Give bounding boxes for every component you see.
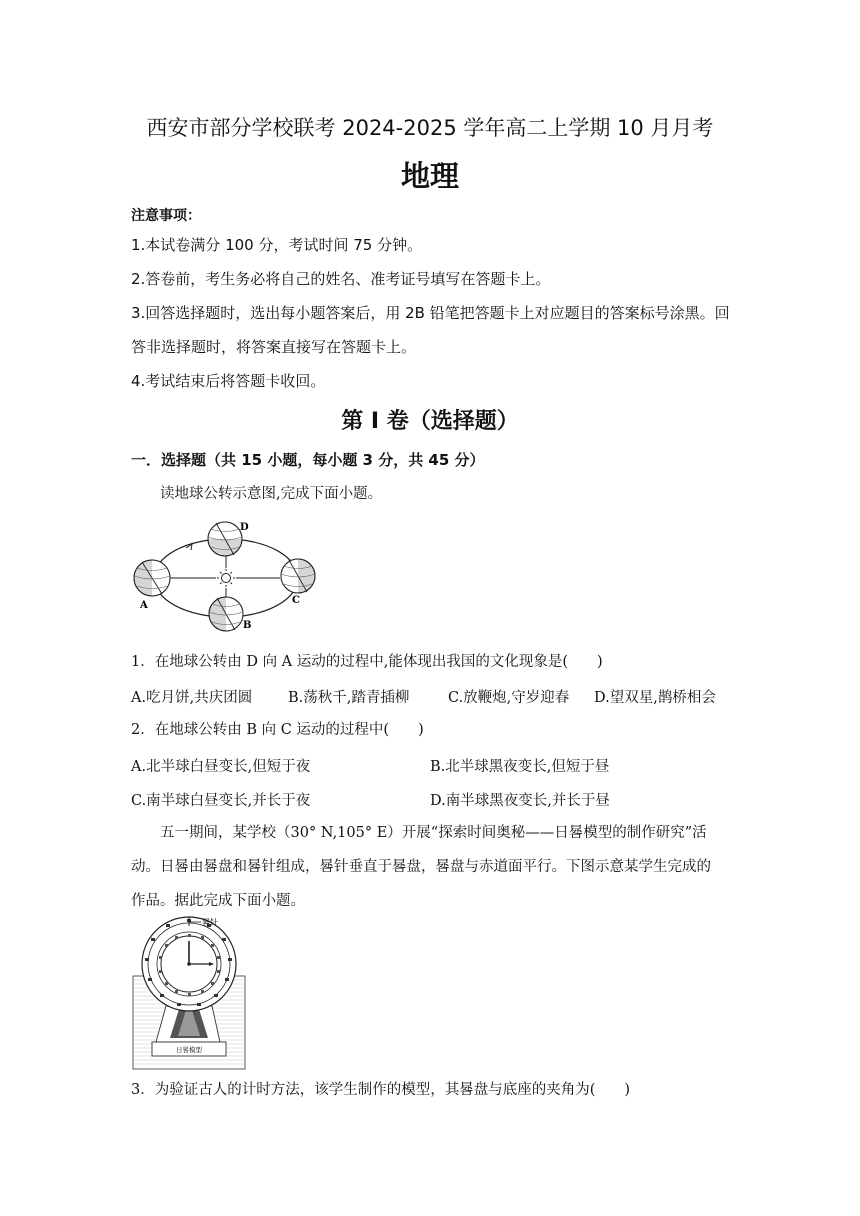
label-b: B <box>243 620 252 631</box>
label-c: C <box>292 595 300 606</box>
sun-icon <box>217 569 235 587</box>
notice-item: 4.考试结束后将答题卡收回。 <box>131 372 326 390</box>
notice-item: 答非选择题时，将答案直接写在答题卡上。 <box>131 338 417 356</box>
earth-globe-d <box>208 522 242 556</box>
q2-option-d: D.南半球黑夜变长,并长于昼 <box>430 793 610 809</box>
group2-intro-line: 五一期间，某学校（30° N,105° E）开展“探索时间奥秘——日晷模型的制作研究”活 <box>160 825 707 841</box>
q1-option-b: B.荡秋千,踏青插柳 <box>288 690 410 706</box>
notice-heading: 注意事项： <box>131 208 201 224</box>
section-title: 第 I 卷（选择题） <box>341 409 519 434</box>
sundial-figure <box>130 914 250 1072</box>
earth-globe-b <box>209 597 243 631</box>
earth-globe-c <box>281 559 315 593</box>
group2-intro-line: 动。日晷由晷盘和晷针组成，晷针垂直于晷盘，晷盘与赤道面平行。下图示意某学生完成的 <box>131 859 711 875</box>
earth-globe-a <box>134 560 170 596</box>
part-heading: 一．选择题（共 15 小题，每小题 3 分，共 45 分） <box>131 451 485 469</box>
q1-option-c: C.放鞭炮,守岁迎春 <box>448 690 570 706</box>
subject-title: 地理 <box>400 159 459 193</box>
q1-option-d: D.望双星,鹊桥相会 <box>594 690 716 706</box>
notice-item: 3.回答选择题时，选出每小题答案后，用 2B 铅笔把答题卡上对应题目的答案标号涂黑。回 <box>131 304 730 322</box>
group1-intro: 读地球公转示意图,完成下面小题。 <box>160 486 383 502</box>
q2-option-c: C.南半球白昼变长,并长于夜 <box>131 793 311 809</box>
earth-orbit-figure <box>128 518 323 636</box>
label-a: A <box>140 600 148 611</box>
exam-title: 西安市部分学校联考 2024-2025 学年高二上学期 10 月月考 <box>146 116 714 140</box>
group2-intro-line: 作品。据此完成下面小题。 <box>131 893 305 909</box>
q1-option-a: A.吃月饼,共庆团圆 <box>131 690 253 706</box>
question-3-stem: 3．为验证古人的计时方法，该学生制作的模型，其晷盘与底座的夹角为( ) <box>131 1082 631 1098</box>
label-d: D <box>240 522 249 533</box>
question-2-stem: 2．在地球公转由 B 向 C 运动的过程中( ) <box>131 722 424 738</box>
q2-option-b: B.北半球黑夜变长,但短于昼 <box>430 759 610 775</box>
notice-item: 1.本试卷满分 100 分，考试时间 75 分钟。 <box>131 236 423 254</box>
sundial-needle-label: 晷针 <box>202 918 218 927</box>
notice-item: 2.答卷前，考生务必将自己的姓名、准考证号填写在答题卡上。 <box>131 270 551 288</box>
sundial-base-label: 日晷模型 <box>176 1046 202 1054</box>
question-1-stem: 1．在地球公转由 D 向 A 运动的过程中,能体现出我国的文化现象是( ) <box>131 654 603 670</box>
q2-option-a: A.北半球白昼变长,但短于夜 <box>131 759 311 775</box>
